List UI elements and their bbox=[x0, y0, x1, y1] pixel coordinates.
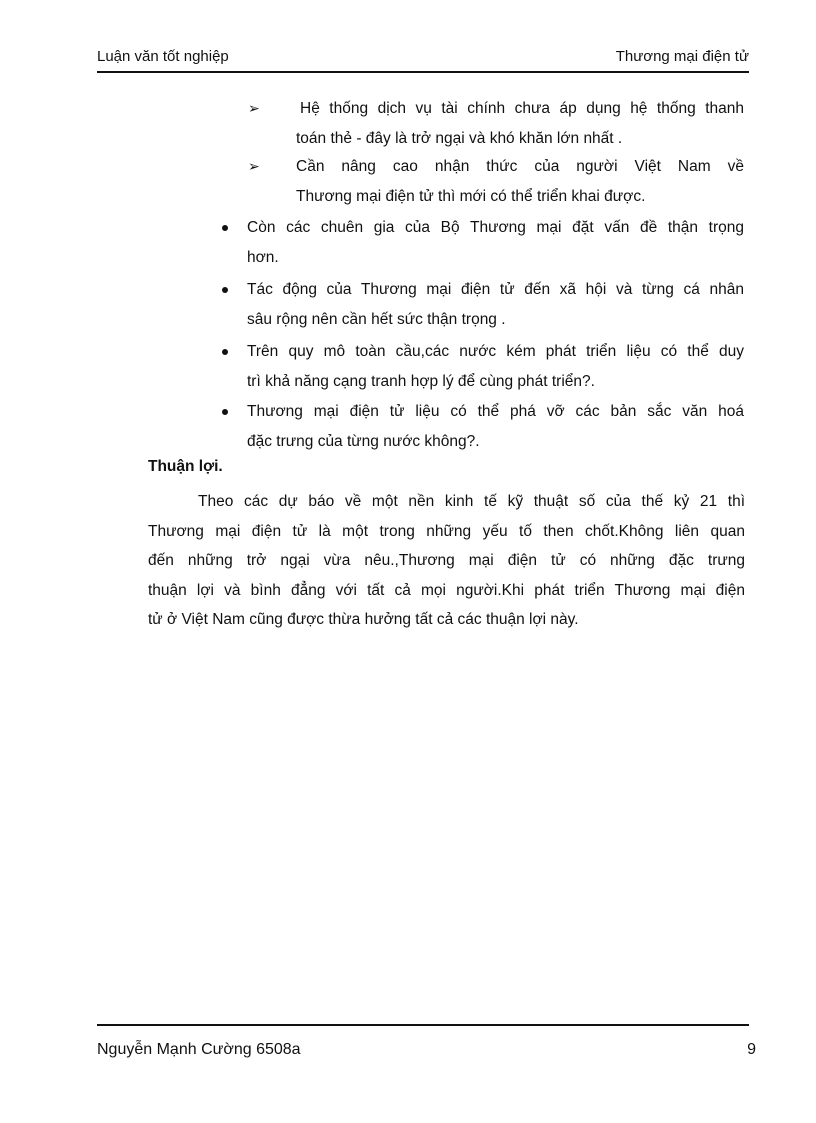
list-item-line: Còn các chuên gia của Bộ Thương mại đặt vấn đề thận trọng bbox=[247, 219, 744, 236]
bullet-dot-icon bbox=[222, 349, 228, 355]
paragraph-line: Thương mại điện tử là một trong những yếu tố then chốt.Không liên quan bbox=[148, 522, 745, 540]
arrow-list-item bbox=[248, 152, 744, 212]
paragraph-line: đến những trở ngại vừa nêu.,Thương mại điện tử có những đặc trưng bbox=[148, 552, 745, 569]
list-item-line: Cần nâng cao nhận thức của người Việt Nam về bbox=[296, 158, 744, 175]
paragraph-line: Theo các dự báo về một nền kinh tế kỹ thuật số của thế kỷ 21 thì bbox=[198, 493, 745, 510]
arrow-list-item bbox=[248, 94, 744, 154]
list-item-line: đặc trưng của từng nước không?. bbox=[247, 432, 480, 450]
section-heading: Thuận lợi. bbox=[148, 458, 223, 475]
bullet-dot-icon bbox=[222, 225, 228, 231]
bullet-list-item bbox=[218, 213, 744, 273]
list-item-line: trì khả năng cạng tranh hợp lý để cùng phát triển?. bbox=[247, 372, 595, 390]
paragraph-line: thuận lợi và bình đẳng với tất cả mọi người.Khi phát triển Thương mại điện bbox=[148, 581, 745, 599]
footer-rule bbox=[97, 1024, 749, 1026]
bullet-list-item bbox=[218, 275, 744, 335]
header-title: Luận văn tốt nghiệp bbox=[97, 48, 229, 65]
body-paragraph bbox=[148, 487, 745, 635]
list-item-line: Tác động của Thương mại điện tử đến xã hội và từng cá nhân bbox=[247, 281, 744, 298]
list-item-line: Thương mại điện tử liệu có thể phá vỡ các bản sắc văn hoá bbox=[247, 403, 744, 420]
bullet-list-item bbox=[218, 337, 744, 397]
arrow-bullet-icon: ➢ bbox=[248, 100, 260, 116]
list-item-line: Trên quy mô toàn cầu,các nước kém phát triển liệu có thể duy bbox=[247, 343, 744, 360]
list-item-line: sâu rộng nên cần hết sức thận trọng . bbox=[247, 310, 506, 328]
paragraph-line: tử ở Việt Nam cũng được thừa hưởng tất cả các thuận lợi này. bbox=[148, 611, 579, 628]
list-item-line: toán thẻ - đây là trở ngại và khó khăn lớn nhất . bbox=[296, 129, 623, 147]
list-item-line: Thương mại điện tử thì mới có thể triển khai được. bbox=[296, 187, 646, 205]
arrow-bullet-icon: ➢ bbox=[248, 158, 260, 174]
list-item-line: Hệ thống dịch vụ tài chính chưa áp dụng hệ thống thanh bbox=[300, 100, 744, 117]
page-number: 9 bbox=[747, 1041, 756, 1058]
header-rule bbox=[97, 71, 749, 73]
bullet-dot-icon bbox=[222, 409, 228, 415]
page-header bbox=[97, 48, 749, 68]
bullet-dot-icon bbox=[222, 287, 228, 293]
header-subject: Thương mại điện tử bbox=[615, 48, 749, 65]
footer-author: Nguyễn Mạnh Cường 6508a bbox=[97, 1041, 301, 1058]
list-item-line: hơn. bbox=[247, 248, 279, 266]
bullet-list-item bbox=[218, 397, 744, 457]
